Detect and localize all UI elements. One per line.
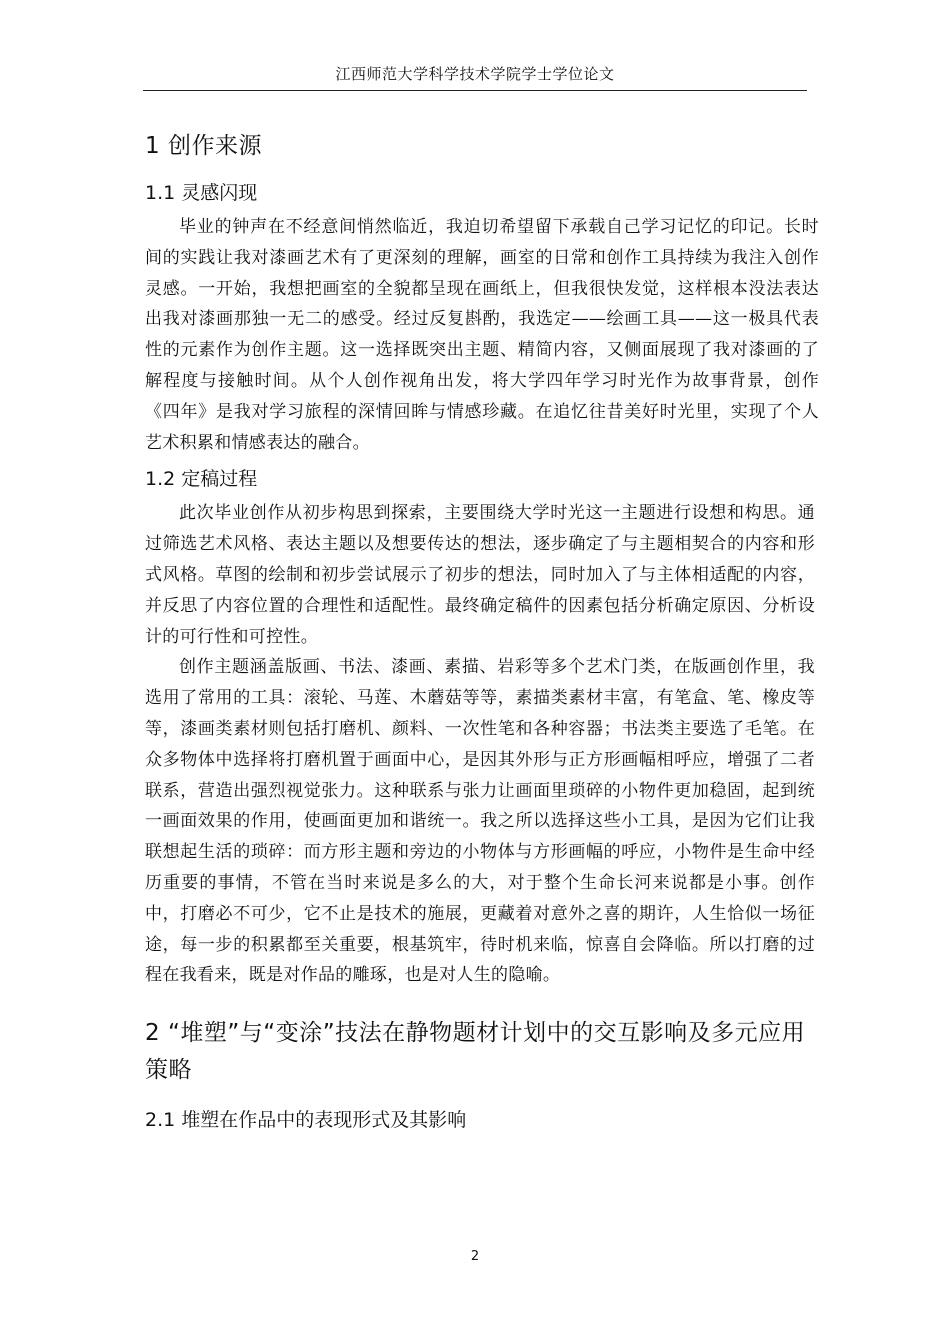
section-2-1-heading: 2.1 堆塑在作品中的表现形式及其影响 xyxy=(145,1109,467,1132)
header-rule xyxy=(143,90,807,91)
section-1-1-heading: 1.1 灵感闪现 xyxy=(145,182,258,204)
section-1-2-paragraph-2: 创作主题涵盖版画、书法、漆画、素描、岩彩等多个艺术门类，在版画创作里，我选用了常用的工具：滚轮、马莲、木蘑菇等等，素描类素材丰富，有笔盒、笔、橡皮等等，漆画类素材则包括打磨机、颜料、一次性笔和各种容器；书法类主要选了毛笔。在众多物体中选择将打磨机置于画面中心，是因其外形与正方形画幅相呼应，增强了二者联系，营造出强烈视觉张力。这种联系与张力让画面里琐碎的小物件更加稳固，起到统一画面效果的作用，使画面更加和谐统一。我之所以选择这些小工具，是因为它们让我联想起生活的琐碎：而方形主题和旁边的小物体与方形画幅的呼应，小物件是生命中经历重要的事情，不管在当时来说是多么的大，对于整个生命长河来说都是小事。创作中，打磨必不可少，它不止是技术的施展，更藏着对意外之喜的期许，人生恰似一场征途，每一步的积累都至关重要，根基筑牢，待时机来临，惊喜自会降临。所以打磨的过程在我看来，既是对作品的雕琢，也是对人生的隐喻。 xyxy=(145,657,815,986)
section-1-2-paragraph-1: 此次毕业创作从初步构思到探索，主要围绕大学时光这一主题进行设想和构思。通过筛选艺术风格、表达主题以及想要传达的想法，逐步确定了与主题相契合的内容和形式风格。草图的绘制和初步尝试展示了初步的想法，同时加入了与主体相适配的内容，并反思了内容位置的合理性和适配性。最终确定稿件的因素包括分析确定原因、分析设计的可行性和可控性。 xyxy=(145,503,815,647)
running-header: 江西师范大学科学技术学院学士学位论文 xyxy=(335,65,615,83)
page-body xyxy=(145,122,819,1139)
section-1-1-paragraph: 毕业的钟声在不经意间悄然临近，我迫切希望留下承载自己学习记忆的印记。长时间的实践让我对漆画艺术有了更深刻的理解，画室的日常和创作工具持续为我注入创作灵感。一开始，我想把画室的全貌都呈现在画纸上，但我很快发觉，这样根本没法表达出我对漆画那独一无二的感受。经过反复斟酌，我选定——绘画工具——这一极具代表性的元素作为创作主题。这一选择既突出主题、精简内容，又侧面展现了我对漆画的了解程度与接触时间。从个人创作视角出发，将大学四年学习时光作为故事背景，创作《四年》是我对学习旅程的深情回眸与情感珍藏。在追忆往昔美好时光里，实现了个人艺术积累和情感表达的融合。 xyxy=(145,217,819,453)
page-number: 2 xyxy=(470,1249,480,1264)
chapter-1-heading: 1 创作来源 xyxy=(145,133,262,159)
chapter-2-heading: 2 “堆塑”与“变涂”技法在静物题材计划中的交互影响及多元应用策略 xyxy=(145,1020,806,1084)
section-1-2-heading: 1.2 定稿过程 xyxy=(145,468,258,491)
